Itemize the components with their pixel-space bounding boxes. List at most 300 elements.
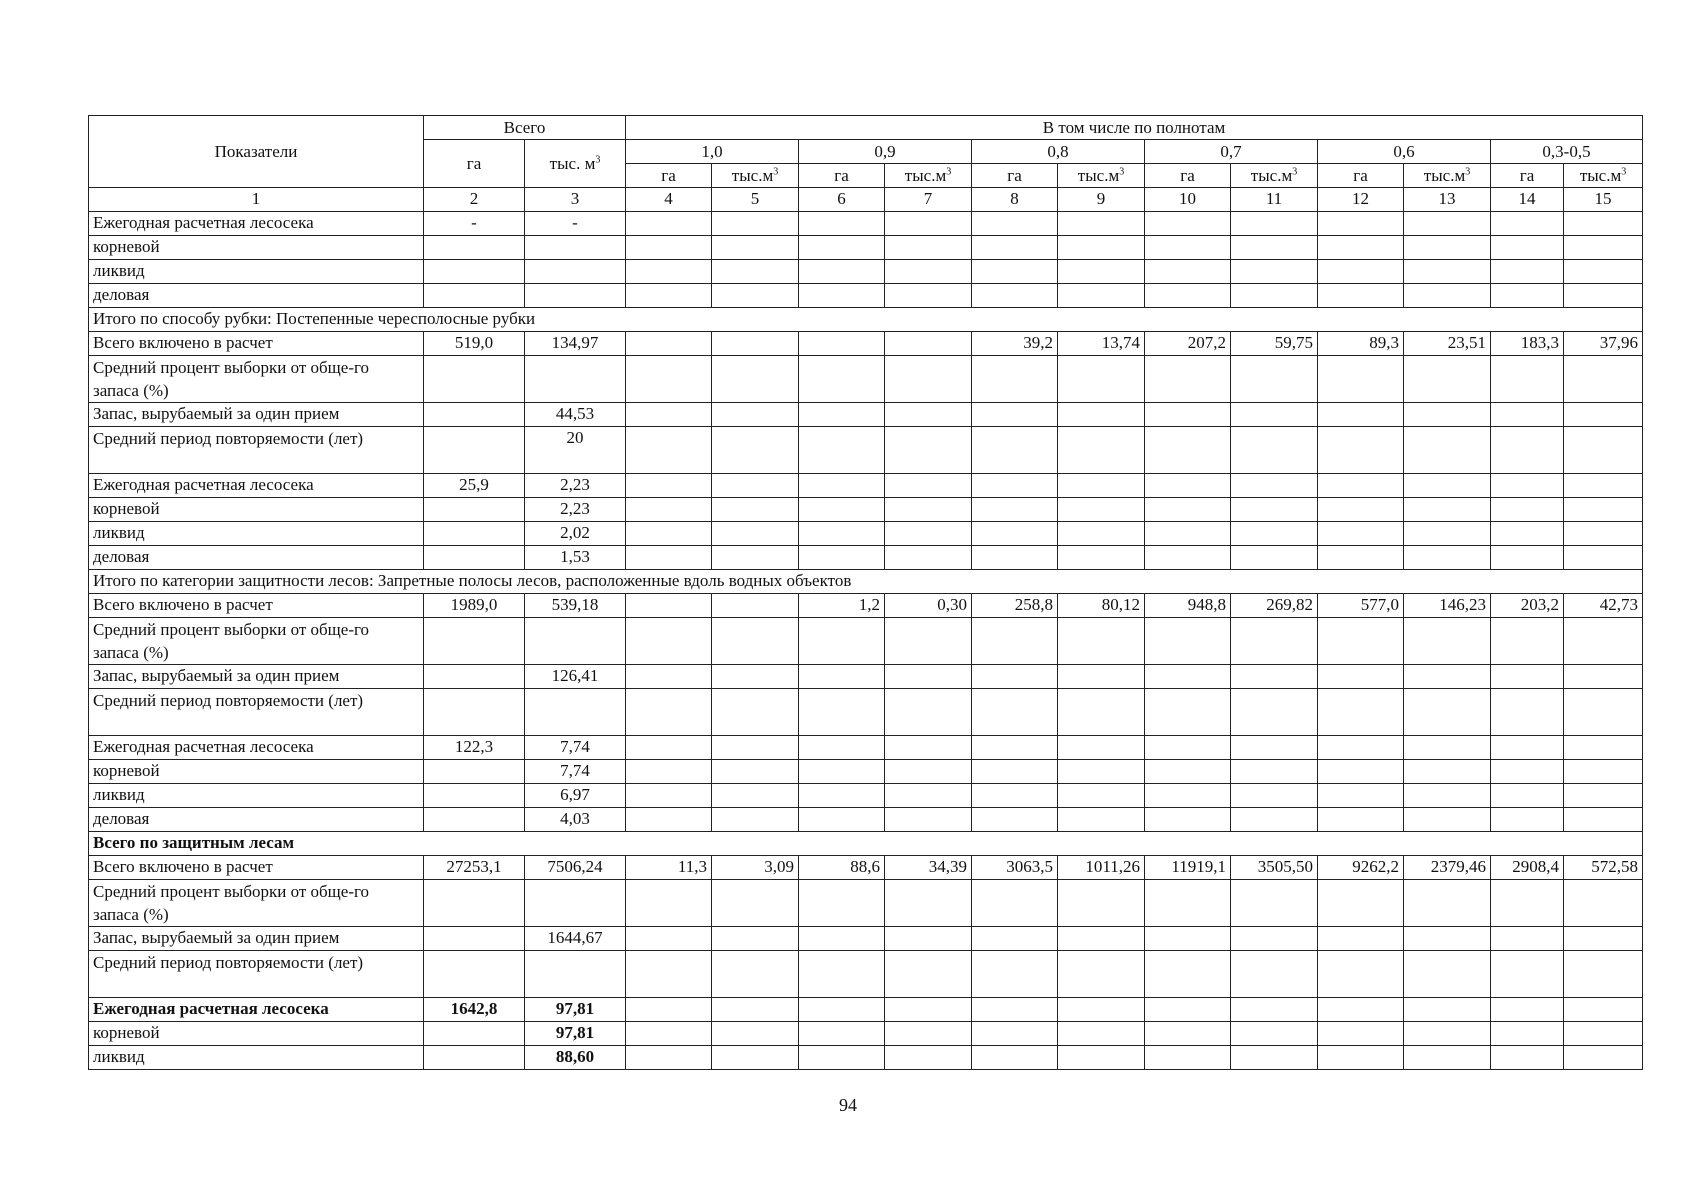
cell-density-value — [885, 880, 972, 927]
row-label: деловая — [89, 284, 424, 308]
cell-density-value — [799, 880, 885, 927]
cell-density-value — [626, 927, 712, 951]
cell-density-value — [885, 1046, 972, 1070]
row-label: Запас, вырубаемый за один прием — [89, 403, 424, 427]
cell-density-value — [1491, 427, 1564, 474]
cell-density-value — [1231, 760, 1318, 784]
cell-density-value — [799, 498, 885, 522]
cell-density-value — [885, 736, 972, 760]
cell-density-value — [1564, 808, 1643, 832]
cell-density-value: 1,2 — [799, 594, 885, 618]
row-label: Ежегодная расчетная лесосека — [89, 474, 424, 498]
cell-density-value — [712, 951, 799, 998]
cell-total-m3: 2,23 — [525, 474, 626, 498]
cell-density-value — [1231, 784, 1318, 808]
cell-density-value — [972, 403, 1058, 427]
cell-total-m3: 44,53 — [525, 403, 626, 427]
cell-density-value — [1231, 498, 1318, 522]
cell-density-value: 34,39 — [885, 856, 972, 880]
cell-density-value — [972, 427, 1058, 474]
table-row — [89, 856, 1643, 880]
table-row — [89, 927, 1643, 951]
table-row — [89, 618, 1643, 665]
cell-total-m3: 7,74 — [525, 760, 626, 784]
cell-density-value — [1145, 546, 1231, 570]
cell-density-value — [712, 665, 799, 689]
table-row — [89, 356, 1643, 403]
cell-density-value — [1231, 212, 1318, 236]
cell-density-value — [1491, 665, 1564, 689]
cell-density-value — [1404, 784, 1491, 808]
cell-density-value — [1231, 808, 1318, 832]
cell-density-value — [1231, 951, 1318, 998]
cell-total-ha — [424, 784, 525, 808]
cell-density-value — [1231, 880, 1318, 927]
cell-density-value — [626, 546, 712, 570]
cell-density-value — [885, 427, 972, 474]
cell-total-ha — [424, 951, 525, 998]
cell-density-value: 3063,5 — [972, 856, 1058, 880]
cell-density-value: 89,3 — [1318, 332, 1404, 356]
table-row — [89, 522, 1643, 546]
header-row-1 — [89, 116, 1643, 140]
cell-density-value — [1058, 880, 1145, 927]
row-label: ликвид — [89, 1046, 424, 1070]
header-density-2: 0,9 — [799, 140, 972, 164]
cell-density-value — [1145, 951, 1231, 998]
row-label: Ежегодная расчетная лесосека — [89, 736, 424, 760]
cell-density-value — [799, 356, 885, 403]
cell-density-value — [712, 474, 799, 498]
cell-density-value: 39,2 — [972, 332, 1058, 356]
cell-density-value — [1231, 618, 1318, 665]
cell-density-value — [1564, 665, 1643, 689]
table-row — [89, 594, 1643, 618]
cell-density-value — [799, 736, 885, 760]
cell-density-value: 269,82 — [1231, 594, 1318, 618]
cell-density-value — [799, 474, 885, 498]
header-total-m3: тыс. $м^3$ — [525, 140, 626, 188]
table-row — [89, 260, 1643, 284]
row-label: ликвид — [89, 784, 424, 808]
cell-total-m3: 2,02 — [525, 522, 626, 546]
cell-density-value — [1491, 403, 1564, 427]
cell-density-value — [799, 1022, 885, 1046]
cell-density-value — [626, 332, 712, 356]
cell-density-value — [1145, 665, 1231, 689]
cell-density-value: 2908,4 — [1491, 856, 1564, 880]
cell-density-value — [1231, 427, 1318, 474]
cell-density-value: 146,23 — [1404, 594, 1491, 618]
cell-density-value — [712, 736, 799, 760]
cell-density-value: 80,12 — [1058, 594, 1145, 618]
cell-density-value — [1145, 736, 1231, 760]
cell-density-value — [972, 1022, 1058, 1046]
column-number: 13 — [1404, 188, 1491, 212]
cell-total-m3: 6,97 — [525, 784, 626, 808]
unit-thous-m3: $тыс.м^3$ — [1058, 164, 1145, 188]
column-number-row — [89, 188, 1643, 212]
cell-density-value — [1231, 474, 1318, 498]
cell-density-value — [1404, 998, 1491, 1022]
cell-density-value — [972, 356, 1058, 403]
cell-density-value — [885, 332, 972, 356]
cell-density-value — [972, 665, 1058, 689]
table-row — [89, 784, 1643, 808]
cell-density-value — [1318, 236, 1404, 260]
cell-density-value — [712, 618, 799, 665]
cell-density-value — [626, 665, 712, 689]
cell-density-value — [1058, 284, 1145, 308]
unit-thous-m3: $тыс.м^3$ — [712, 164, 799, 188]
cell-density-value — [1145, 403, 1231, 427]
cell-density-value — [1564, 474, 1643, 498]
cell-density-value — [1564, 760, 1643, 784]
cell-density-value — [712, 546, 799, 570]
cell-density-value — [1564, 618, 1643, 665]
cell-density-value — [712, 332, 799, 356]
header-total: Всего — [424, 116, 626, 140]
row-label: корневой — [89, 760, 424, 784]
cell-density-value — [1404, 689, 1491, 736]
cell-density-value — [799, 332, 885, 356]
table-row — [89, 212, 1643, 236]
cell-density-value — [1231, 260, 1318, 284]
cell-density-value — [626, 618, 712, 665]
row-label: деловая — [89, 546, 424, 570]
cell-total-ha: 1642,8 — [424, 998, 525, 1022]
unit-thous-m3: $тыс.м^3$ — [1231, 164, 1318, 188]
cell-density-value — [1564, 498, 1643, 522]
cell-density-value — [1318, 689, 1404, 736]
cell-density-value — [1231, 736, 1318, 760]
cell-density-value — [712, 927, 799, 951]
cell-density-value — [1564, 284, 1643, 308]
cell-density-value — [885, 998, 972, 1022]
cell-density-value — [1404, 403, 1491, 427]
cell-density-value — [712, 594, 799, 618]
cell-density-value — [885, 546, 972, 570]
column-number: 8 — [972, 188, 1058, 212]
column-number: 15 — [1564, 188, 1643, 212]
row-label: корневой — [89, 1022, 424, 1046]
cell-density-value — [1231, 1046, 1318, 1070]
cell-density-value — [1491, 618, 1564, 665]
cell-density-value — [626, 594, 712, 618]
cell-density-value — [626, 951, 712, 998]
cell-density-value — [799, 927, 885, 951]
cell-density-value — [1564, 784, 1643, 808]
cell-density-value — [799, 689, 885, 736]
cell-density-value — [1404, 927, 1491, 951]
cell-density-value — [885, 403, 972, 427]
unit-thous-m3: $тыс.м^3$ — [885, 164, 972, 188]
column-number: 2 — [424, 188, 525, 212]
cell-density-value: 11,3 — [626, 856, 712, 880]
cell-density-value — [885, 951, 972, 998]
cell-density-value — [626, 736, 712, 760]
cell-density-value — [1145, 880, 1231, 927]
cell-density-value — [626, 880, 712, 927]
cell-density-value — [1058, 356, 1145, 403]
cell-density-value — [799, 403, 885, 427]
cell-density-value: 577,0 — [1318, 594, 1404, 618]
cell-density-value — [1491, 522, 1564, 546]
cell-density-value — [1564, 1046, 1643, 1070]
column-number: 9 — [1058, 188, 1145, 212]
cell-density-value — [1145, 498, 1231, 522]
cell-density-value — [1058, 618, 1145, 665]
row-label: ликвид — [89, 260, 424, 284]
cell-density-value — [1058, 927, 1145, 951]
table-row — [89, 880, 1643, 927]
cell-density-value — [799, 546, 885, 570]
cell-density-value — [1145, 1022, 1231, 1046]
cell-total-m3: 20 — [525, 427, 626, 474]
cell-density-value — [712, 808, 799, 832]
unit-ha: га — [1318, 164, 1404, 188]
cell-total-ha — [424, 1022, 525, 1046]
cell-density-value — [799, 784, 885, 808]
row-label: деловая — [89, 808, 424, 832]
cell-density-value: 572,58 — [1564, 856, 1643, 880]
cell-total-m3: 7,74 — [525, 736, 626, 760]
cell-density-value — [1231, 927, 1318, 951]
cell-total-ha — [424, 546, 525, 570]
table-row — [89, 403, 1643, 427]
cell-total-m3: 97,81 — [525, 998, 626, 1022]
cell-density-value — [712, 284, 799, 308]
cell-density-value — [1231, 689, 1318, 736]
cell-density-value — [1404, 760, 1491, 784]
table-row — [89, 546, 1643, 570]
cell-density-value — [1404, 808, 1491, 832]
unit-ha: га — [1491, 164, 1564, 188]
table-row — [89, 998, 1643, 1022]
cell-density-value: 258,8 — [972, 594, 1058, 618]
cell-density-value — [712, 403, 799, 427]
cell-density-value — [626, 403, 712, 427]
cell-density-value — [626, 808, 712, 832]
cell-density-value — [1318, 522, 1404, 546]
cell-density-value — [1564, 880, 1643, 927]
cell-density-value — [1404, 236, 1491, 260]
cell-density-value — [1404, 356, 1491, 403]
cell-density-value — [885, 927, 972, 951]
cell-density-value — [1318, 1046, 1404, 1070]
cell-density-value — [799, 260, 885, 284]
column-number: 3 — [525, 188, 626, 212]
row-label: корневой — [89, 498, 424, 522]
cell-density-value — [1491, 546, 1564, 570]
cell-density-value — [1491, 212, 1564, 236]
cell-density-value: 203,2 — [1491, 594, 1564, 618]
cell-density-value: 37,96 — [1564, 332, 1643, 356]
table-row — [89, 832, 1643, 856]
cell-density-value — [1318, 498, 1404, 522]
cell-density-value — [1491, 260, 1564, 284]
table-row — [89, 1022, 1643, 1046]
cell-density-value — [799, 951, 885, 998]
cell-density-value — [1231, 284, 1318, 308]
cell-density-value — [1564, 356, 1643, 403]
column-number: 1 — [89, 188, 424, 212]
column-number: 14 — [1491, 188, 1564, 212]
row-label: Ежегодная расчетная лесосека — [89, 212, 424, 236]
cell-density-value — [972, 1046, 1058, 1070]
table-row — [89, 427, 1643, 474]
cell-density-value: 2379,46 — [1404, 856, 1491, 880]
cell-density-value — [1145, 784, 1231, 808]
cell-density-value — [1145, 689, 1231, 736]
cell-density-value — [712, 427, 799, 474]
cell-density-value — [1145, 427, 1231, 474]
cell-density-value — [885, 760, 972, 784]
cell-density-value: 183,3 — [1491, 332, 1564, 356]
cell-density-value — [799, 1046, 885, 1070]
cell-density-value: 9262,2 — [1318, 856, 1404, 880]
cell-density-value — [1318, 474, 1404, 498]
cell-density-value — [1564, 689, 1643, 736]
cell-density-value — [1564, 736, 1643, 760]
row-label: корневой — [89, 236, 424, 260]
cell-density-value — [1404, 618, 1491, 665]
cell-density-value — [1404, 546, 1491, 570]
cell-density-value — [885, 1022, 972, 1046]
cell-density-value — [972, 951, 1058, 998]
cell-density-value — [885, 689, 972, 736]
cell-density-value — [1564, 427, 1643, 474]
cell-density-value — [1231, 236, 1318, 260]
cell-density-value — [799, 808, 885, 832]
cell-density-value — [799, 522, 885, 546]
cell-density-value — [1491, 284, 1564, 308]
cell-total-ha — [424, 356, 525, 403]
unit-thous-m3: $тыс.м^3$ — [1564, 164, 1643, 188]
cell-density-value — [626, 784, 712, 808]
cell-density-value — [712, 998, 799, 1022]
section-title: Итого по категории защитности лесов: Запретные полосы лесов, расположенные вдоль водных объектов — [89, 570, 1643, 594]
cell-density-value — [1231, 356, 1318, 403]
cell-density-value — [972, 474, 1058, 498]
cell-density-value — [712, 356, 799, 403]
cell-total-ha — [424, 689, 525, 736]
cell-total-ha — [424, 284, 525, 308]
cell-density-value: 59,75 — [1231, 332, 1318, 356]
cell-density-value — [1491, 736, 1564, 760]
row-label: Средний процент выборки от обще-го запаса (%) — [89, 618, 424, 665]
header-indicators: Показатели — [89, 116, 424, 188]
cell-density-value — [885, 236, 972, 260]
unit-ha: га — [972, 164, 1058, 188]
cell-density-value — [799, 212, 885, 236]
cell-total-ha — [424, 760, 525, 784]
cell-total-ha: - — [424, 212, 525, 236]
cell-density-value — [712, 760, 799, 784]
cell-density-value — [1058, 212, 1145, 236]
cell-density-value — [885, 284, 972, 308]
column-number: 11 — [1231, 188, 1318, 212]
cell-density-value — [1404, 736, 1491, 760]
cell-density-value — [1491, 1046, 1564, 1070]
cell-density-value — [712, 689, 799, 736]
cell-density-value — [1404, 284, 1491, 308]
cell-density-value — [972, 546, 1058, 570]
cell-density-value — [1491, 808, 1564, 832]
cell-density-value — [1058, 998, 1145, 1022]
column-number: 4 — [626, 188, 712, 212]
cell-density-value — [972, 236, 1058, 260]
cell-density-value: 23,51 — [1404, 332, 1491, 356]
cell-density-value — [1318, 665, 1404, 689]
cell-density-value — [972, 618, 1058, 665]
cell-total-m3: 134,97 — [525, 332, 626, 356]
header-density-5: 0,6 — [1318, 140, 1491, 164]
cell-density-value — [1491, 784, 1564, 808]
row-label: ликвид — [89, 522, 424, 546]
cell-total-ha — [424, 808, 525, 832]
cell-density-value — [626, 236, 712, 260]
table-row — [89, 951, 1643, 998]
table-row — [89, 474, 1643, 498]
cell-total-ha: 519,0 — [424, 332, 525, 356]
cell-total-m3: 97,81 — [525, 1022, 626, 1046]
row-label: Запас, вырубаемый за один прием — [89, 665, 424, 689]
cell-total-m3: 539,18 — [525, 594, 626, 618]
cell-density-value — [626, 498, 712, 522]
cell-density-value — [1491, 498, 1564, 522]
cell-density-value — [1145, 212, 1231, 236]
cell-density-value — [1318, 356, 1404, 403]
column-number: 12 — [1318, 188, 1404, 212]
cell-density-value — [799, 236, 885, 260]
cell-density-value — [1318, 784, 1404, 808]
cell-density-value — [1318, 284, 1404, 308]
cell-density-value — [1491, 689, 1564, 736]
cell-density-value — [626, 998, 712, 1022]
cell-density-value — [626, 689, 712, 736]
cell-density-value — [885, 784, 972, 808]
cell-density-value — [1491, 880, 1564, 927]
cell-density-value: 11919,1 — [1145, 856, 1231, 880]
cell-total-m3: - — [525, 212, 626, 236]
table-row — [89, 689, 1643, 736]
row-label: Всего включено в расчет — [89, 594, 424, 618]
cell-density-value — [1404, 427, 1491, 474]
cell-total-ha — [424, 618, 525, 665]
cell-density-value — [1564, 236, 1643, 260]
cell-density-value — [1491, 927, 1564, 951]
cell-density-value — [799, 760, 885, 784]
cell-density-value — [1404, 880, 1491, 927]
cell-density-value — [972, 880, 1058, 927]
cell-density-value — [712, 1022, 799, 1046]
cell-density-value — [885, 618, 972, 665]
section-title: Всего по защитным лесам — [89, 832, 1643, 856]
cell-total-m3 — [525, 951, 626, 998]
cell-density-value — [1058, 403, 1145, 427]
cell-density-value: 948,8 — [1145, 594, 1231, 618]
cell-density-value — [1231, 665, 1318, 689]
cell-density-value — [1145, 1046, 1231, 1070]
cell-density-value — [712, 1046, 799, 1070]
cell-density-value — [1491, 236, 1564, 260]
cell-total-m3 — [525, 356, 626, 403]
cell-density-value — [1058, 1022, 1145, 1046]
row-label: Средний процент выборки от обще-го запаса (%) — [89, 356, 424, 403]
cell-density-value — [1145, 474, 1231, 498]
cell-density-value — [626, 356, 712, 403]
